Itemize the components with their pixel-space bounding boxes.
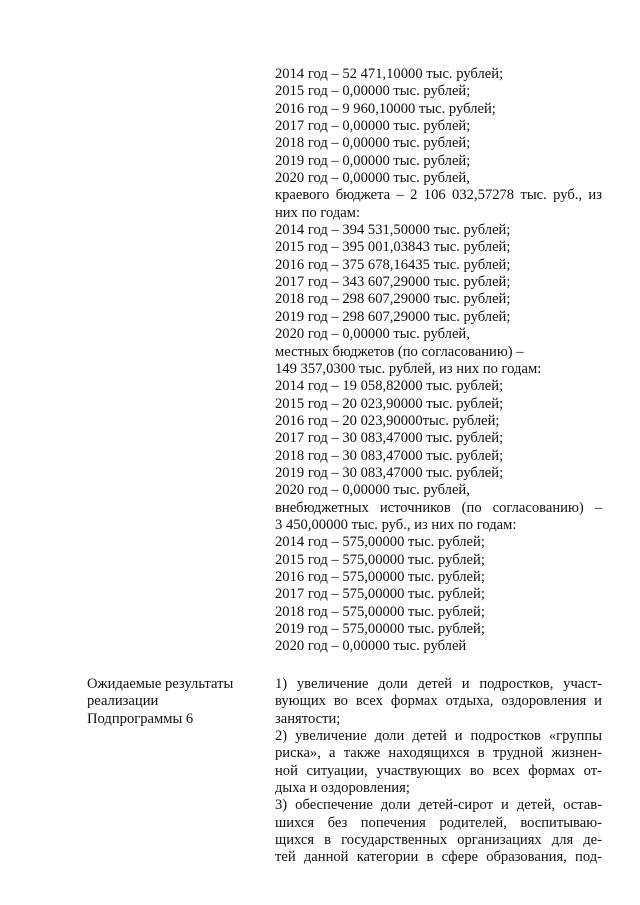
result-line: 2) увеличение доли детей и подростков «группы [275,728,602,745]
financing-line: 2015 год – 575,00000 тыс. рублей; [275,551,485,568]
financing-line: 2017 год – 30 083,47000 тыс. рублей; [275,430,504,447]
financing-line: 2019 год – 298 607,29000 тыс. рублей; [275,308,511,325]
financing-line: 2017 год – 575,00000 тыс. рублей; [275,586,485,603]
label-line: Ожидаемые результаты [87,676,234,692]
result-line: 3) обеспечение доли детей-сирот и детей, остав- [275,797,602,814]
result-line: шихся без попечения родителей, воспитываю- [275,814,602,831]
financing-line: 2014 год – 52 471,10000 тыс. рублей; [275,66,504,82]
financing-line: 2019 год – 30 083,47000 тыс. рублей; [275,464,504,481]
financing-line: 2020 год – 0,00000 тыс. рублей, [275,170,470,187]
financing-line: местных бюджетов (по согласованию) – [275,343,524,360]
financing-line: них по годам: [275,204,361,221]
financing-line: 2015 год – 0,00000 тыс. рублей; [275,83,471,100]
financing-line: 2016 год – 375 678,16435 тыс. рублей; [275,256,511,273]
result-line: тей данной категории в сфере образования, под- [275,849,602,866]
result-line: 1) увеличение доли детей и подростков, участ- [275,676,602,692]
financing-line: 2015 год – 20 023,90000 тыс. рублей; [275,395,504,412]
financing-line: 2019 год – 0,00000 тыс. рублей; [275,152,471,169]
expected-results-text [275,676,602,867]
financing-line: 2016 год – 575,00000 тыс. рублей; [275,568,485,585]
result-line: дыха и оздоровления; [275,780,410,797]
financing-line: 2014 год – 575,00000 тыс. рублей; [275,534,485,551]
financing-line: 2016 год – 9 960,10000 тыс. рублей; [275,100,496,117]
financing-line: 3 450,00000 тыс. руб., из них по годам: [275,516,517,533]
financing-line: 2017 год – 0,00000 тыс. рублей; [275,118,471,135]
financing-line: 2014 год – 19 058,82000 тыс. рублей; [275,378,504,395]
label-line: реализации [87,693,159,710]
financing-line: 2017 год – 343 607,29000 тыс. рублей; [275,274,511,291]
financing-volumes-text [275,66,602,656]
result-line: риска», а также находящихся в трудной жизнен- [275,745,602,762]
financing-line: 2019 год – 575,00000 тыс. рублей; [275,621,485,637]
financing-line: 2015 год – 395 001,03843 тыс. рублей; [275,239,511,256]
result-line: щихся в государственных организациях для де- [275,832,602,849]
result-line: вующих во всех формах отдыха, оздоровления и [275,693,602,710]
financing-line: 2018 год – 575,00000 тыс. рублей; [275,603,485,620]
financing-line: 2016 год – 20 023,90000тыс. рублей; [275,412,500,429]
financing-line: 2018 год – 30 083,47000 тыс. рублей; [275,447,504,464]
result-line: занятости; [275,710,341,727]
financing-line: 2018 год – 298 607,29000 тыс. рублей; [275,291,511,308]
financing-line: 2014 год – 394 531,50000 тыс. рублей; [275,222,511,239]
financing-line: 2020 год – 0,00000 тыс. рублей, [275,482,470,499]
label-line: Подпрограммы 6 [87,710,194,727]
financing-line: внебюджетных источников (по согласованию) – [275,499,602,516]
financing-line: 2018 год – 0,00000 тыс. рублей; [275,135,471,152]
financing-line: 149 357,0300 тыс. рублей, из них по годам: [275,360,542,377]
financing-line: 2020 год – 0,00000 тыс. рублей [275,638,467,655]
result-line: ной ситуации, участвующих во всех формах от- [275,762,602,779]
expected-results-label [87,676,257,728]
financing-line: 2020 год – 0,00000 тыс. рублей, [275,326,470,343]
financing-line: краевого бюджета – 2 106 032,57278 тыс. руб., из [275,187,602,204]
